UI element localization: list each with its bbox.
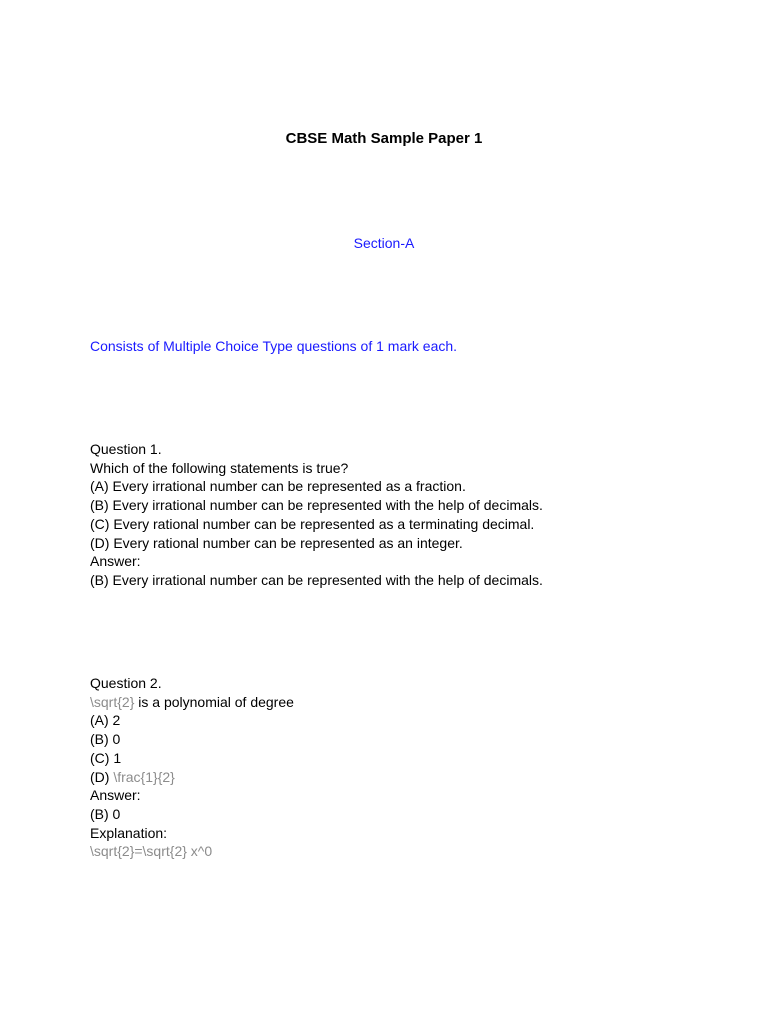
section-title: Section-A xyxy=(353,235,415,251)
explanation-label: Explanation: xyxy=(90,824,168,841)
question-2 xyxy=(90,674,294,861)
latex-expression: \frac{1}{2} xyxy=(113,768,175,785)
question-label: Question 1. xyxy=(90,441,162,457)
latex-expression: \sqrt{2} xyxy=(90,693,135,710)
section-description: Consists of Multiple Choice Type questions of 1 mark each. xyxy=(90,338,458,354)
option-c: (C) Every rational number can be represented as a terminating decimal. xyxy=(90,515,535,532)
answer-label: Answer: xyxy=(90,787,141,804)
answer-text: (B) Every irrational number can be represented with the help of decimals. xyxy=(90,571,543,588)
document-title: CBSE Math Sample Paper 1 xyxy=(285,130,483,147)
option-d: (D) Every rational number can be represented as an integer. xyxy=(90,534,463,551)
option-a: (A) 2 xyxy=(90,712,121,729)
option-b: (B) 0 xyxy=(90,731,121,748)
question-1 xyxy=(90,440,543,590)
option-b: (B) Every irrational number can be represented with the help of decimals. xyxy=(90,497,543,514)
option-d-prefix: (D) xyxy=(90,768,114,785)
option-c: (C) 1 xyxy=(90,749,122,766)
question-stem xyxy=(90,693,294,712)
answer-text: (B) 0 xyxy=(90,805,121,822)
option-d xyxy=(90,768,294,787)
explanation-latex: \sqrt{2}=\sqrt{2} x^0 xyxy=(90,843,213,860)
question-label: Question 2. xyxy=(90,675,162,691)
question-stem-text: is a polynomial of degree xyxy=(134,693,294,710)
answer-label: Answer: xyxy=(90,553,141,570)
option-a: (A) Every irrational number can be represented as a fraction. xyxy=(90,478,466,495)
question-stem: Which of the following statements is true? xyxy=(90,459,349,476)
